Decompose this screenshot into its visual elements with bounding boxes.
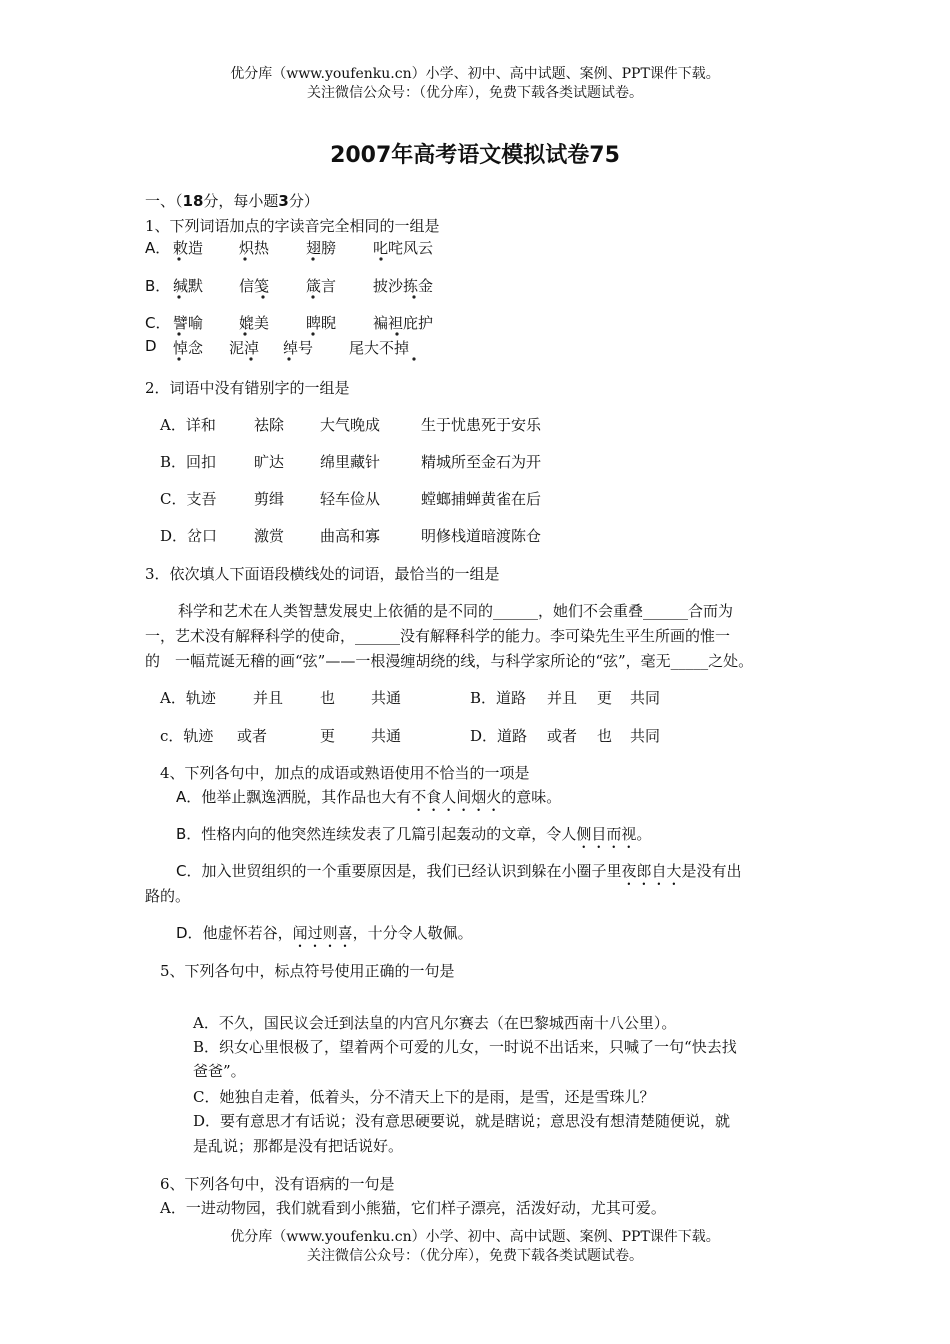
q4-option-c-continued: 路的。 bbox=[145, 887, 191, 905]
q3-paragraph-line-3: 的 一幅荒诞无稽的画“弦”——一根漫缠胡绕的线，与科学家所论的“弦”，毫无_____之处。 bbox=[145, 652, 754, 670]
q4-option-a: A．他举止飘逸洒脱，其作品也大有不食人间烟火的意味。 bbox=[176, 788, 562, 806]
footer-line-1: 优分库（www.youfenku.cn）小学、初中、高中试题、案例、PPT课件下载。 bbox=[230, 1229, 720, 1245]
q3-stem: 3．依次填人下面语段横线处的词语，最恰当的一组是 bbox=[145, 565, 500, 583]
q4-option-c: C．加入世贸组织的一个重要原因是，我们已经认识到躲在小圈子里夜郎自大是没有出 bbox=[176, 862, 742, 880]
q1-stem: 1、下列词语加点的字读音完全相同的一组是 bbox=[145, 217, 440, 235]
footer-line-2: 关注微信公众号：（优分库），免费下载各类试题试卷。 bbox=[307, 1248, 643, 1264]
q5-option-a: A．不久，国民议会迁到法皇的内宫凡尔赛去（在巴黎城西南十八公里）。 bbox=[193, 1014, 677, 1032]
page-title: 2007年高考语文模拟试卷75 bbox=[330, 143, 620, 168]
q5-option-b-line-2: 爸爸”。 bbox=[193, 1062, 246, 1080]
q5-option-d-line-1: D．要有意思才有话说；没有意思硬要说，就是瞎说；意思没有想清楚随便说，就 bbox=[193, 1112, 731, 1130]
q4-stem: 4、下列各句中，加点的成语或熟语使用不恰当的一项是 bbox=[160, 764, 530, 782]
q3-paragraph-line-1: 科学和艺术在人类智慧发展史上依循的是不同的______，她们不会重叠______合而为 bbox=[178, 602, 734, 620]
q5-option-c: C．她独自走着，低着头，分不清天上下的是雨，是雪，还是雪珠儿？ bbox=[193, 1088, 655, 1106]
header-line-1: 优分库（www.youfenku.cn）小学、初中、高中试题、案例、PPT课件下载。 bbox=[230, 66, 720, 82]
q4-option-d: D．他虚怀若谷，闻过则喜，十分令人敬佩。 bbox=[176, 924, 473, 942]
q6-option-a: A．一进动物园，我们就看到小熊猫，它们样子漂亮，活泼好动，尤其可爱。 bbox=[160, 1199, 666, 1217]
q5-option-d-line-2: 是乱说；那都是没有把话说好。 bbox=[193, 1137, 404, 1155]
q4-option-b: B．性格内向的他突然连续发表了几篇引起轰动的文章，令人侧目而视。 bbox=[176, 825, 652, 843]
header-line-2: 关注微信公众号：（优分库），免费下载各类试题试卷。 bbox=[307, 85, 643, 101]
q1-emphasis-dots bbox=[0, 0, 950, 400]
q2-stem: 2．词语中没有错别字的一组是 bbox=[145, 379, 350, 397]
q5-option-b-line-1: B．织女心里恨极了，望着两个可爱的儿女，一时说不出话来，只喊了一句“快去找 bbox=[193, 1038, 737, 1056]
q3-paragraph-line-2: 一，艺术没有解释科学的使命，______没有解释科学的能力。李可染先生平生所画的惟一 bbox=[145, 627, 731, 645]
section-heading: 一、（18分，每小题3分） bbox=[145, 192, 319, 210]
q5-stem: 5、下列各句中，标点符号使用正确的一句是 bbox=[160, 962, 455, 980]
q6-stem: 6、下列各句中，没有语病的一句是 bbox=[160, 1175, 395, 1193]
